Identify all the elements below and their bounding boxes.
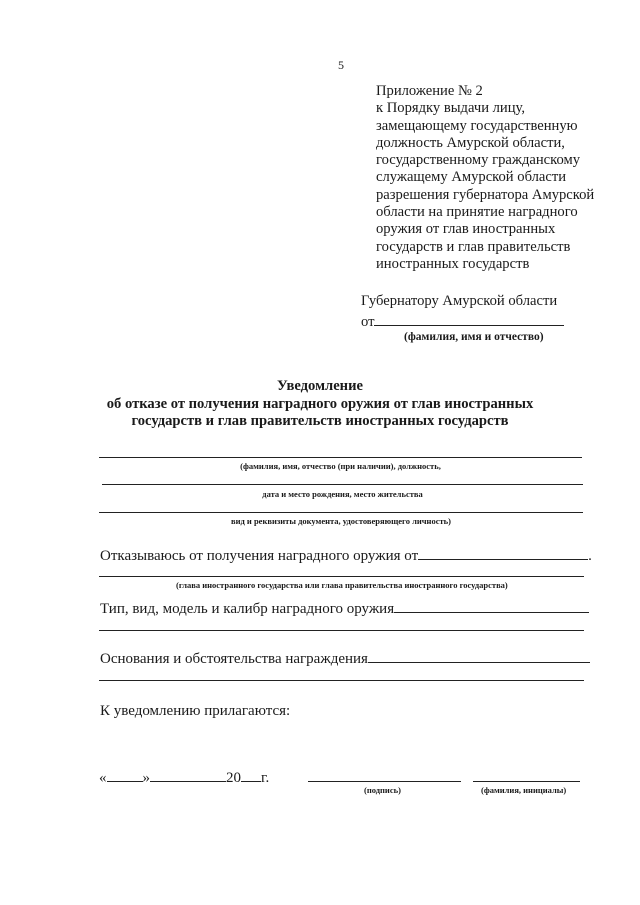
birth-caption: дата и место рождения, место жительства [262, 489, 423, 499]
year-prefix: 20 [226, 770, 241, 786]
person-blank[interactable] [99, 457, 582, 458]
refuse-blank[interactable] [418, 547, 588, 560]
month-blank[interactable] [150, 769, 226, 782]
appendix-line: оружия от глав иностранных [376, 221, 556, 238]
from-line [361, 313, 564, 331]
person-caption: (фамилия, имя, отчество (при наличии), должность, [240, 461, 441, 471]
type-blank-2[interactable] [99, 630, 584, 631]
name-blank[interactable] [473, 781, 580, 782]
appendix-line: разрешения губернатора Амурской [376, 186, 595, 203]
day-blank[interactable] [107, 769, 143, 782]
document-title: Уведомление [277, 378, 363, 394]
refuse-field [100, 547, 592, 565]
page-number: 5 [338, 58, 344, 72]
grounds-label: Основания и обстоятельства награждения [100, 651, 368, 667]
name-caption: (фамилия, инициалы) [481, 785, 567, 795]
head-blank[interactable] [99, 576, 584, 577]
from-blank[interactable] [374, 313, 564, 326]
grounds-field [100, 650, 590, 668]
signature-blank[interactable] [308, 781, 461, 782]
date-close-quote: » [142, 770, 150, 786]
appendix-line: служащему Амурской области [376, 169, 567, 186]
from-label: от [361, 314, 375, 330]
document-blank[interactable] [99, 512, 583, 513]
refuse-label: Отказываюсь от получения наградного оружия от [100, 548, 419, 564]
document-subtitle-line1: об отказе от получения наградного оружия от глав иностранных [106, 396, 534, 412]
attached-label: К уведомлению прилагаются: [100, 703, 291, 719]
appendix-line: должность Амурской области, [376, 134, 565, 151]
appendix-block [376, 83, 616, 273]
year-blank[interactable] [241, 769, 261, 782]
appendix-line: государств и глав правительств [376, 238, 571, 255]
type-label: Тип, вид, модель и калибр наградного оружия [100, 601, 395, 617]
appendix-line: замещающему государственную [376, 117, 578, 134]
document-caption: вид и реквизиты документа, удостоверяющего личность) [231, 516, 451, 526]
grounds-blank[interactable] [368, 650, 590, 663]
appendix-line: государственному гражданскому [376, 152, 581, 169]
date-open-quote: « [99, 770, 107, 786]
type-blank[interactable] [394, 600, 589, 613]
appendix-line: области на принятие наградного [376, 204, 578, 221]
appendix-line: к Порядку выдачи лицу, [376, 100, 526, 117]
signature-caption: (подпись) [364, 785, 401, 795]
date-line [99, 769, 269, 787]
type-field [100, 600, 589, 618]
refuse-end: . [588, 548, 592, 564]
appendix-line: иностранных государств [376, 255, 530, 272]
birth-blank[interactable] [102, 484, 583, 485]
from-caption: (фамилия, имя и отчество) [404, 331, 544, 343]
appendix-line: Приложение № 2 [376, 83, 483, 99]
addressee-to: Губернатору Амурской области [361, 293, 558, 309]
head-caption: (глава иностранного государства или глава правительства иностранного государства) [176, 580, 508, 590]
grounds-blank-2[interactable] [99, 680, 584, 681]
year-suffix: г. [261, 770, 270, 786]
document-subtitle-line2: государств и глав правительств иностранных государств [131, 413, 509, 429]
